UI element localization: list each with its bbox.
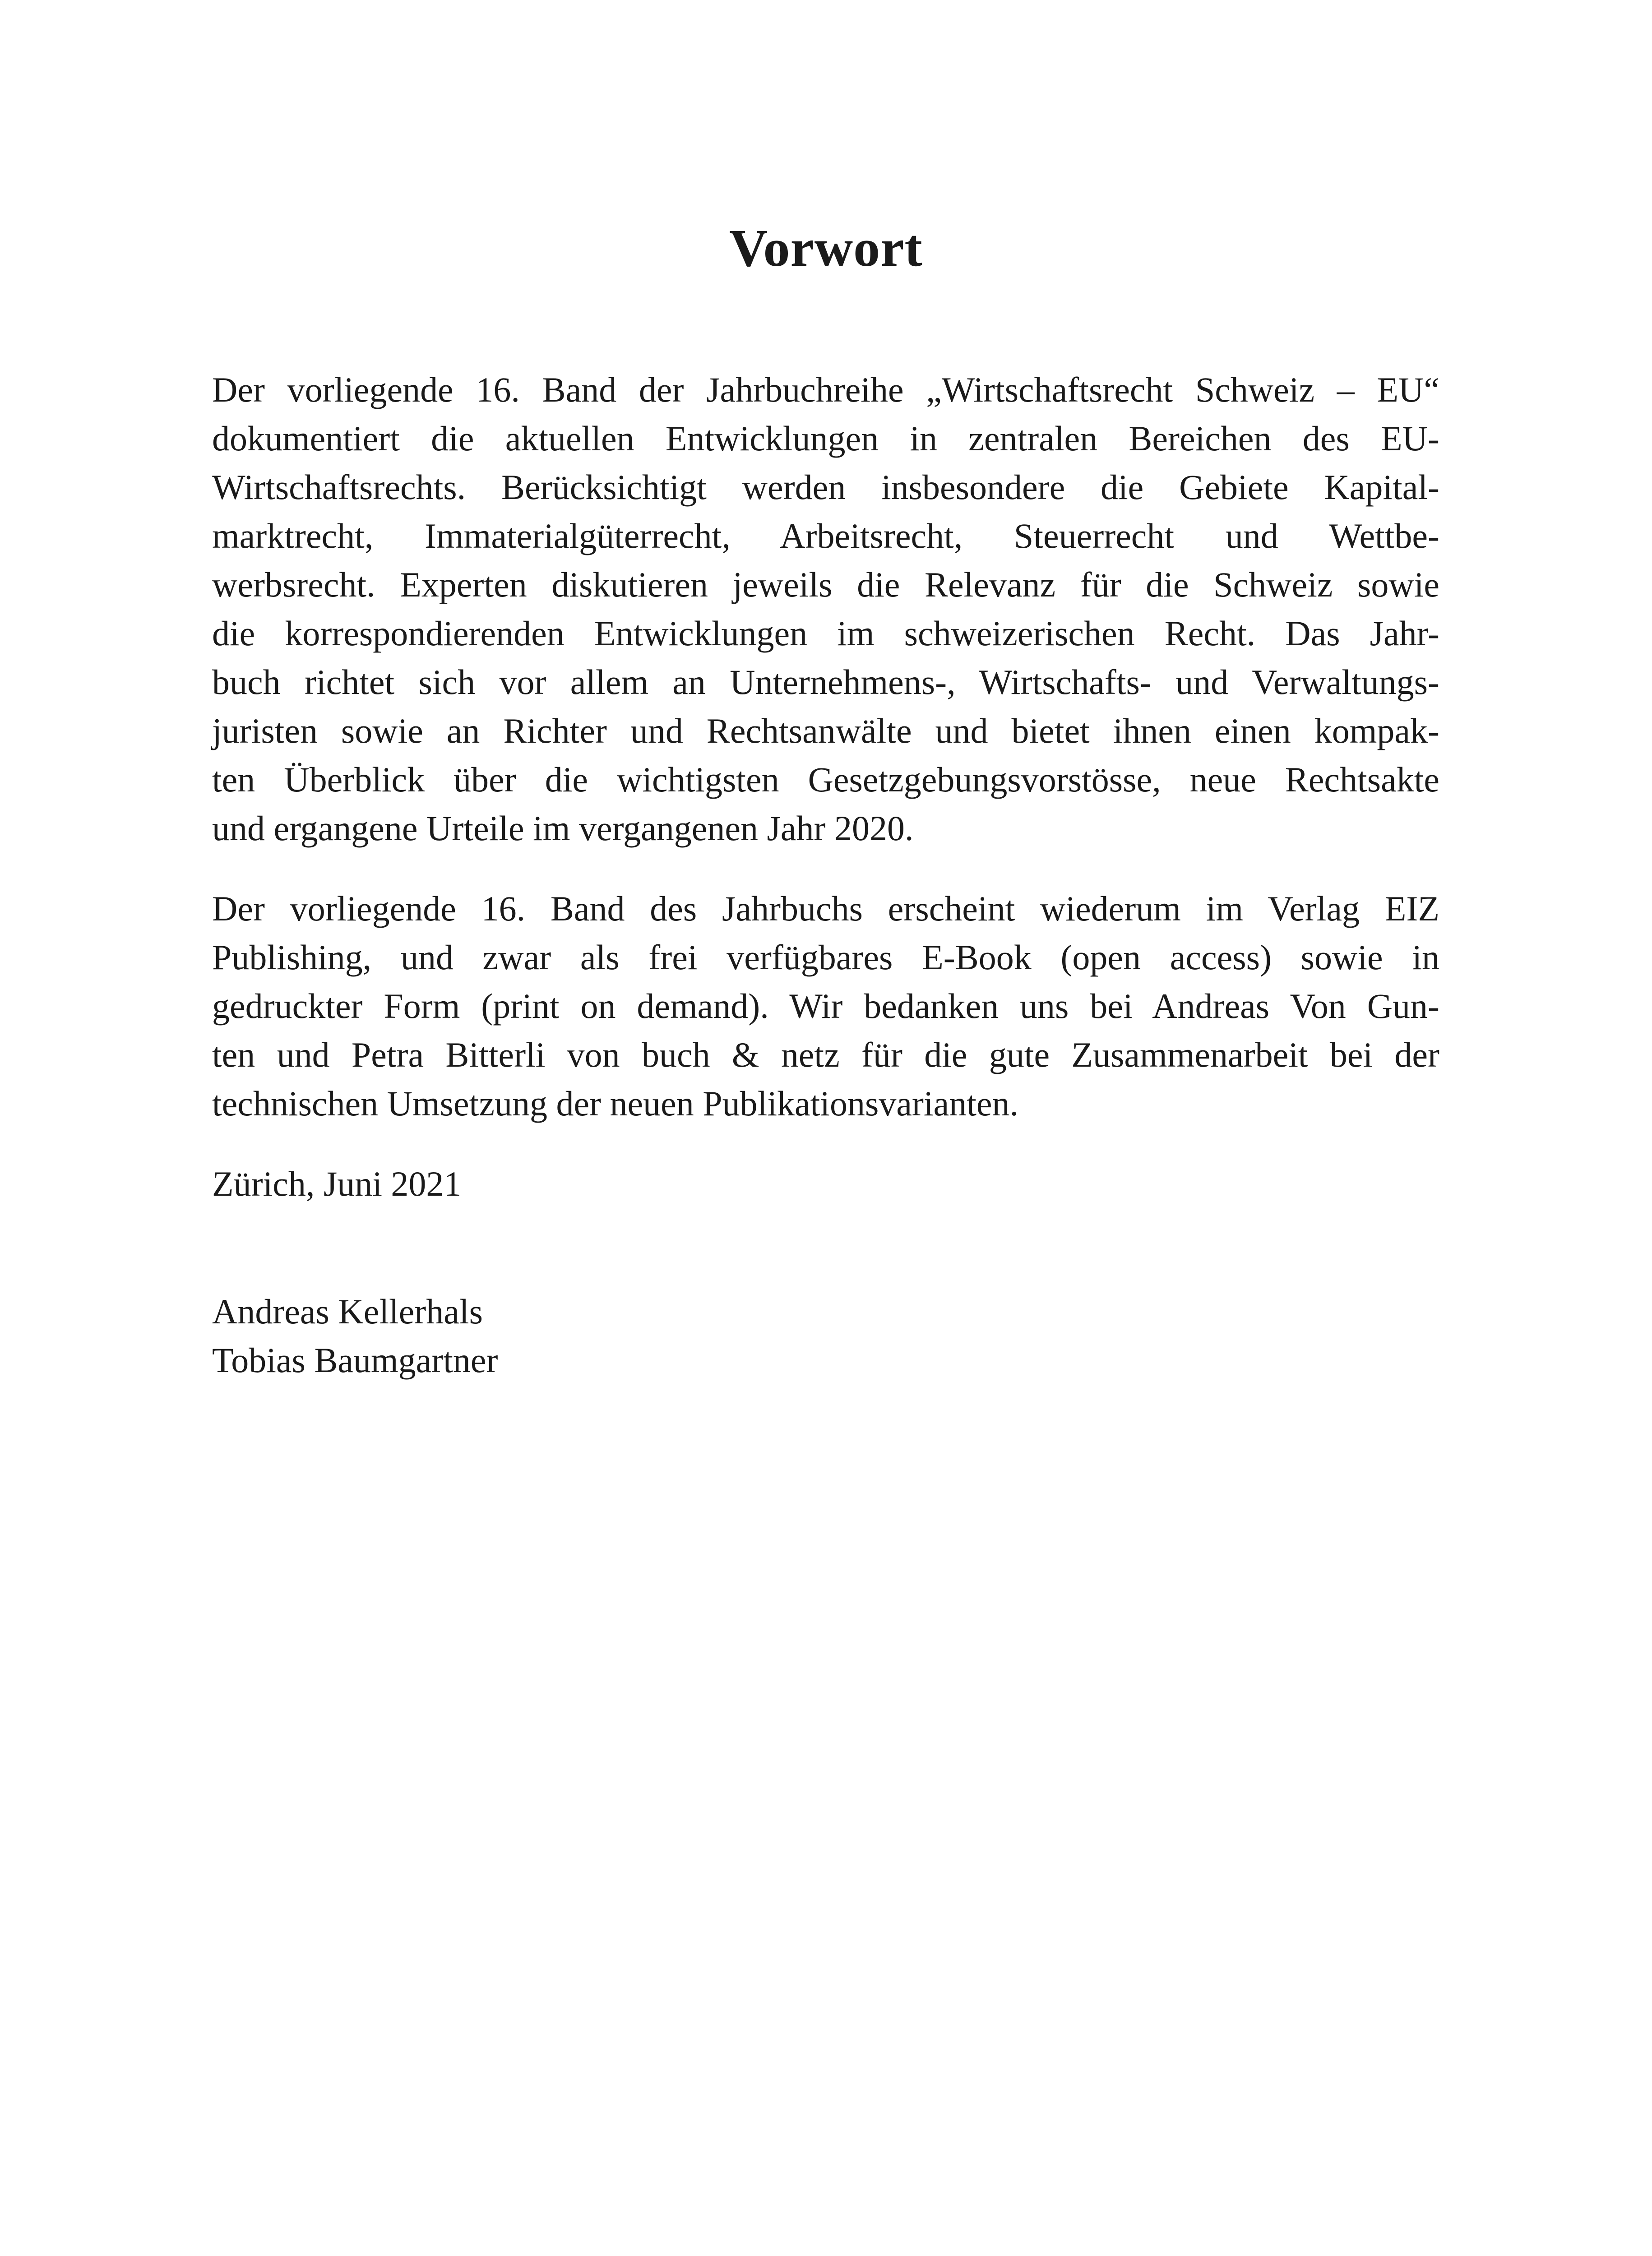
place-date-line: Zürich, Juni 2021 [212, 1164, 462, 1203]
paragraph-2 [212, 884, 1439, 1128]
place-and-date [212, 1160, 1439, 1208]
paragraph-line: ten Überblick über die wichtigsten Gesetzgebungsvorstösse, neue Rechtsakte [212, 760, 1439, 799]
paragraph-line: Der vorliegende 16. Band der Jahrbuchreihe „Wirtschaftsrecht Schweiz – EU“ [212, 370, 1439, 409]
signatory-name: Andreas Kellerhals [212, 1292, 483, 1331]
paragraph-line: Wirtschaftsrechts. Berücksichtigt werden insbesondere die Gebiete Kapital- [212, 467, 1439, 507]
paragraph-line: die korrespondierenden Entwicklungen im schweizerischen Recht. Das Jahr- [212, 614, 1439, 653]
paragraph-line: technischen Umsetzung der neuen Publikationsvarianten. [212, 1084, 1018, 1123]
paragraph-line: buch richtet sich vor allem an Unternehmens-, Wirtschafts- und Verwaltungs- [212, 662, 1439, 702]
paragraph-line: Publishing, und zwar als frei verfügbares E-Book (open access) sowie in [212, 938, 1439, 977]
paragraph-line: dokumentiert die aktuellen Entwicklungen in zentralen Bereichen des EU- [212, 419, 1439, 458]
paragraph-line: ten und Petra Bitterli von buch & netz für die gute Zusammenarbeit bei der [212, 1035, 1439, 1074]
paragraph-line: marktrecht, Immaterialgüterrecht, Arbeitsrecht, Steuerrecht und Wettbe- [212, 516, 1439, 555]
page-title: Vorwort [729, 218, 923, 277]
paragraph-line: und ergangene Urteile im vergangenen Jahr 2020. [212, 809, 914, 848]
paragraph-line: Der vorliegende 16. Band des Jahrbuchs erscheint wiederum im Verlag EIZ [212, 889, 1439, 928]
preface-body [212, 365, 1439, 1385]
paragraph-line: gedruckter Form (print on demand). Wir bedanken uns bei Andreas Von Gun- [212, 986, 1439, 1026]
paragraph-line: werbsrecht. Experten diskutieren jeweils die Relevanz für die Schweiz sowie [212, 565, 1439, 604]
signature-block [212, 1287, 1439, 1385]
paragraph-line: juristen sowie an Richter und Rechtsanwälte und bietet ihnen einen kompak- [212, 711, 1439, 750]
paragraph-1 [212, 365, 1439, 853]
signatory-name: Tobias Baumgartner [212, 1341, 498, 1380]
